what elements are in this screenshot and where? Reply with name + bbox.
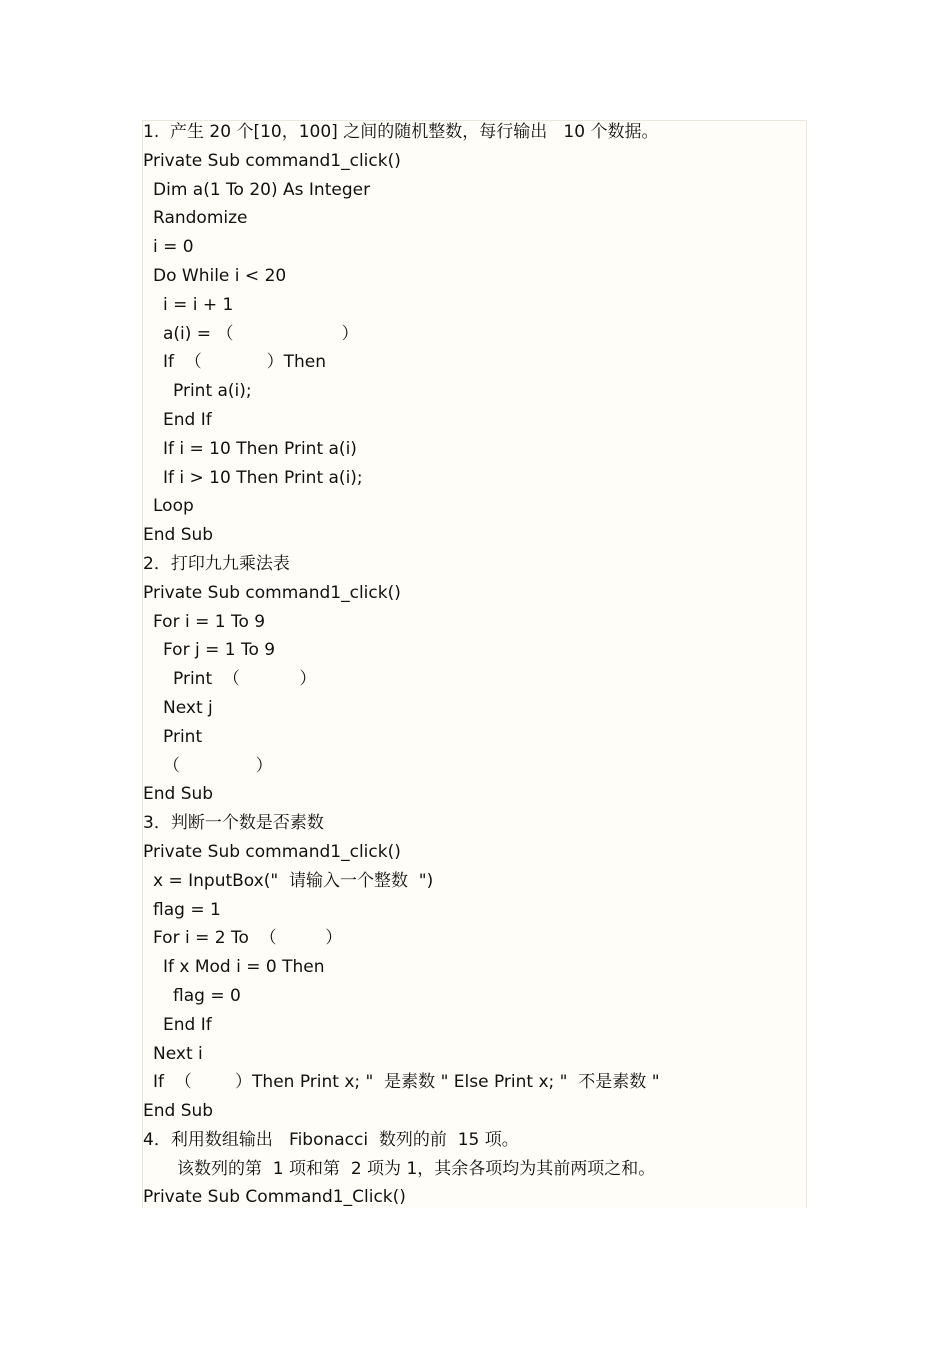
code-line: flag = 0 <box>173 985 241 1006</box>
code-line: End Sub <box>143 525 214 546</box>
code-line: Dim a(1 To 20) As Integer <box>153 179 371 200</box>
code-line-blank: For i = 2 To （ ） <box>153 928 343 949</box>
code-line: For j = 1 To 9 <box>163 640 276 661</box>
document-body <box>143 118 803 1212</box>
code-line: Next j <box>163 697 213 718</box>
code-line: Print <box>163 726 203 747</box>
code-line: End If <box>163 1014 212 1035</box>
code-line: Print a(i); <box>173 381 252 402</box>
code-line: Private Sub Command1_Click() <box>143 1187 406 1208</box>
question-2-title: 2．打印九九乘法表 <box>143 553 290 574</box>
code-line: If x Mod i = 0 Then <box>163 957 325 978</box>
code-line-blank: If （ ）Then Print x; " 是素数 " Else Print x; " 不是素数 " <box>153 1072 660 1093</box>
code-line: x = InputBox(" 请输入一个整数 ") <box>153 870 434 891</box>
code-line: Next i <box>153 1043 203 1064</box>
code-line: End Sub <box>143 784 214 805</box>
code-line: Loop <box>153 496 194 517</box>
code-line: End If <box>163 409 212 430</box>
question-3-title: 3．判断一个数是否素数 <box>143 813 324 834</box>
code-line: i = 0 <box>153 237 194 258</box>
code-line: flag = 1 <box>153 899 221 920</box>
code-line: If i = 10 Then Print a(i) <box>163 438 357 459</box>
question-1-title: 1. 产生 20 个[10，100] 之间的随机整数，每行输出 10 个数据。 <box>143 122 659 142</box>
code-line-blank: （ ） <box>163 755 273 776</box>
question-4-title: 4．利用数组输出 Fibonacci 数列的前 15 项。 <box>143 1129 519 1150</box>
code-line: For i = 1 To 9 <box>153 611 266 632</box>
question-4-description: 该数列的第 1 项和第 2 项为 1，其余各项均为其前两项之和。 <box>177 1158 656 1179</box>
code-line: If i > 10 Then Print a(i); <box>163 467 363 488</box>
code-line: i = i + 1 <box>163 294 234 315</box>
code-line: Do While i < 20 <box>153 265 287 286</box>
code-line: End Sub <box>143 1101 214 1122</box>
code-line-blank: Print （ ） <box>173 669 317 690</box>
code-line-blank: a(i) = （ ） <box>163 323 359 344</box>
code-line: Randomize <box>153 208 248 229</box>
code-line: Private Sub command1_click() <box>143 582 401 603</box>
code-line-blank: If （ ）Then <box>163 352 327 373</box>
code-line: Private Sub command1_click() <box>143 150 401 171</box>
code-line: Private Sub command1_click() <box>143 841 401 862</box>
